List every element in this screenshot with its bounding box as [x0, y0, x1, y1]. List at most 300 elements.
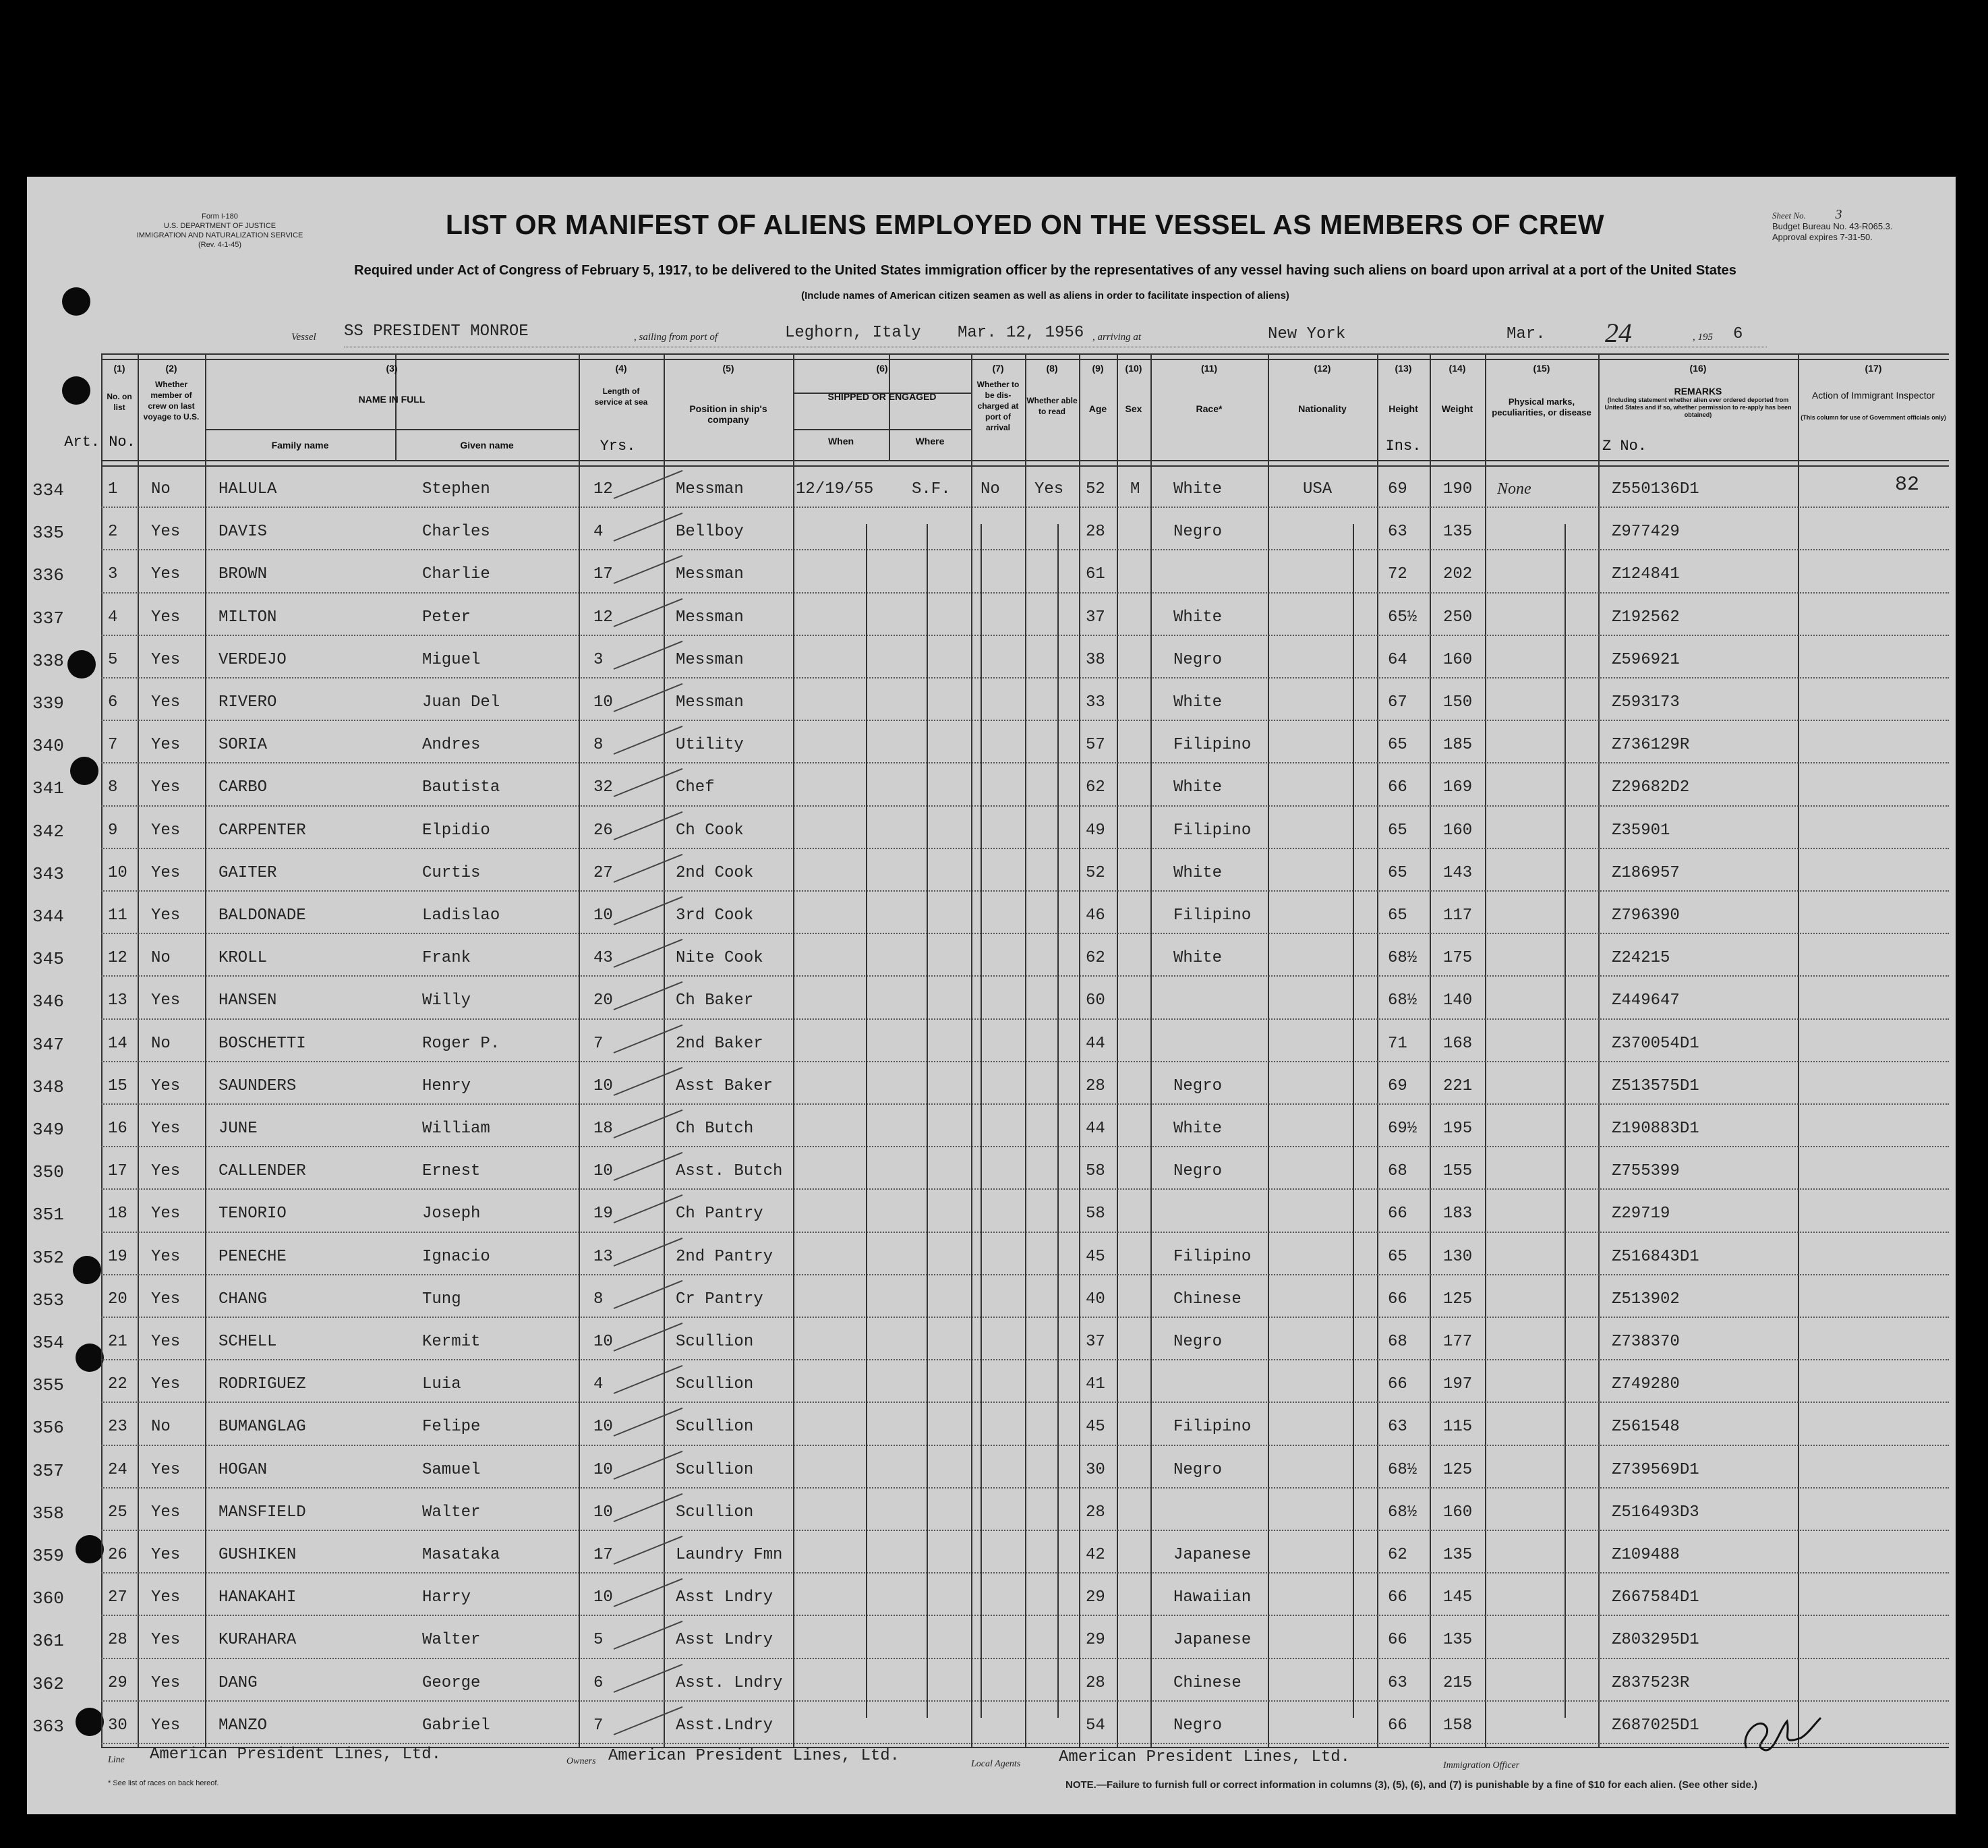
race: White — [1173, 608, 1223, 627]
age: 44 — [1086, 1034, 1105, 1053]
department: U.S. DEPARTMENT OF JUSTICE — [163, 222, 276, 230]
last-voyage: Yes — [151, 608, 181, 627]
position: Ch Cook — [676, 821, 744, 840]
row-rule — [101, 1572, 1949, 1574]
row-rule — [101, 549, 1949, 551]
check-mark — [614, 1109, 683, 1138]
position: 2nd Pantry — [676, 1247, 773, 1266]
position: Ch Pantry — [676, 1205, 763, 1223]
weight: 183 — [1443, 1205, 1473, 1223]
art-number: 344 — [32, 906, 64, 927]
position: Asst. Butch — [676, 1162, 783, 1181]
weight: 143 — [1443, 863, 1473, 882]
weight: 195 — [1443, 1120, 1473, 1138]
physical-marks: None — [1497, 480, 1531, 498]
col-2-number: (2) — [165, 363, 177, 374]
service-years: 3 — [593, 650, 604, 669]
service-years: 8 — [593, 736, 604, 755]
col-13-number: (13) — [1395, 363, 1412, 374]
when-header: When — [827, 436, 854, 446]
position: Scullion — [676, 1460, 754, 1479]
weight: 155 — [1443, 1162, 1473, 1181]
list-number: 29 — [108, 1673, 127, 1692]
position: Laundry Fmn — [676, 1546, 783, 1564]
check-mark — [614, 1536, 683, 1565]
weight: 160 — [1443, 650, 1473, 669]
height: 65 — [1388, 821, 1407, 840]
art-number: 348 — [32, 1076, 64, 1097]
row-rule — [101, 1530, 1949, 1532]
age: 61 — [1086, 565, 1105, 584]
check-mark — [614, 896, 683, 925]
race: Hawaiian — [1173, 1588, 1252, 1607]
page-title: LIST OR MANIFEST OF ALIENS EMPLOYED ON THE VESSEL AS MEMBERS OF CREW — [445, 209, 1605, 240]
col-5-header: Position in ship's company — [689, 403, 767, 425]
last-voyage: Yes — [151, 1673, 181, 1692]
last-voyage: Yes — [151, 1120, 181, 1138]
nationality: USA — [1303, 480, 1333, 498]
weight: 160 — [1443, 821, 1473, 840]
art-number: 337 — [32, 608, 64, 629]
art-number: 342 — [32, 821, 64, 842]
punch-hole — [76, 1708, 104, 1736]
position: Asst Lndry — [676, 1588, 773, 1607]
height: 69½ — [1388, 1120, 1417, 1138]
row-rule — [101, 848, 1949, 850]
remarks: Z977429 — [1612, 523, 1680, 542]
position: Utility — [676, 736, 744, 755]
arriving-label: , arriving at — [1092, 332, 1142, 343]
service-years: 6 — [593, 1673, 604, 1692]
given-name: Masataka — [422, 1546, 500, 1564]
race: Filipino — [1173, 1418, 1252, 1437]
col-17-header: Action of Immigrant Inspector — [1811, 390, 1935, 401]
service-years: 10 — [593, 1333, 613, 1351]
race: White — [1173, 693, 1223, 712]
given-name: Stephen — [422, 480, 490, 498]
art-number: 340 — [32, 736, 64, 757]
height: 65 — [1388, 863, 1407, 882]
col-16-number: (16) — [1689, 363, 1707, 374]
race: Negro — [1173, 1076, 1223, 1095]
list-number: 11 — [108, 906, 127, 925]
row-rule — [101, 890, 1949, 892]
sheet-number: 3 — [1835, 207, 1842, 222]
col-16-z-number: Z No. — [1602, 438, 1647, 455]
check-mark — [614, 726, 683, 755]
family-name: CALLENDER — [218, 1162, 306, 1181]
remarks: Z513575D1 — [1612, 1076, 1699, 1095]
family-name: KURAHARA — [218, 1631, 297, 1650]
weight: 135 — [1443, 523, 1473, 542]
height: 69 — [1388, 1076, 1407, 1095]
art-number: 358 — [32, 1503, 64, 1524]
vessel-name: SS PRESIDENT MONROE — [344, 322, 529, 341]
penalty-note: NOTE.—Failure to furnish full or correct information in columns (3), (5), (6), and (7) is punishable by a fine of $10 for each alien. (See other side.) — [1065, 1779, 1757, 1791]
art-number: 334 — [32, 480, 64, 500]
list-number: 25 — [108, 1503, 127, 1522]
check-mark — [614, 641, 683, 670]
service-years: 17 — [593, 565, 613, 584]
height: 64 — [1388, 650, 1407, 669]
position: Asst.Lndry — [676, 1716, 773, 1735]
weight: 130 — [1443, 1247, 1473, 1266]
given-name: Walter — [422, 1503, 481, 1522]
departure-port: Leghorn, Italy — [785, 324, 921, 342]
given-name: Curtis — [422, 863, 481, 882]
weight: 190 — [1443, 480, 1473, 498]
age: 42 — [1086, 1546, 1105, 1564]
family-name: GUSHIKEN — [218, 1546, 297, 1564]
family-name: HOGAN — [218, 1460, 268, 1479]
line-value: American President Lines, Ltd. — [150, 1745, 442, 1764]
check-mark — [614, 513, 683, 542]
given-name: Henry — [422, 1076, 471, 1095]
weight: 135 — [1443, 1546, 1473, 1564]
list-number: 1 — [108, 480, 118, 498]
remarks: Z593173 — [1612, 693, 1680, 712]
given-name: Luia — [422, 1375, 461, 1394]
height: 67 — [1388, 693, 1407, 712]
service-years: 27 — [593, 863, 613, 882]
ditto-line — [927, 524, 928, 1718]
remarks: Z596921 — [1612, 650, 1680, 669]
height: 62 — [1388, 1546, 1407, 1564]
list-number: 3 — [108, 565, 118, 584]
height: 65 — [1388, 1247, 1407, 1266]
given-name: Walter — [422, 1631, 481, 1650]
service-years: 10 — [593, 1162, 613, 1181]
service-years: 19 — [593, 1205, 613, 1223]
last-voyage: Yes — [151, 565, 181, 584]
arrival-port: New York — [1268, 325, 1346, 343]
sheet-number-block — [1772, 209, 1948, 243]
where-header: Where — [915, 436, 945, 446]
remarks: Z192562 — [1612, 608, 1680, 627]
check-mark — [614, 1663, 683, 1692]
col-7-number: (7) — [992, 363, 1004, 374]
col-10-number: (10) — [1125, 363, 1142, 374]
last-voyage: Yes — [151, 906, 181, 925]
weight: 145 — [1443, 1588, 1473, 1607]
last-voyage: Yes — [151, 821, 181, 840]
height: 66 — [1388, 1588, 1407, 1607]
weight: 115 — [1443, 1418, 1473, 1437]
family-name: SAUNDERS — [218, 1076, 297, 1095]
list-number: 14 — [108, 1034, 127, 1053]
service-years: 10 — [593, 1418, 613, 1437]
last-voyage: Yes — [151, 1631, 181, 1650]
given-name: Juan Del — [422, 693, 500, 712]
last-voyage: Yes — [151, 736, 181, 755]
position: Messman — [676, 608, 744, 627]
age: 28 — [1086, 1673, 1105, 1692]
sailing-label: , sailing from port of — [634, 332, 718, 343]
row-rule — [101, 1146, 1949, 1148]
row-rule — [101, 975, 1949, 977]
race: Negro — [1173, 1333, 1223, 1351]
given-name: Miguel — [422, 650, 481, 669]
row-rule — [101, 1402, 1949, 1404]
last-voyage: Yes — [151, 1162, 181, 1181]
check-mark — [614, 470, 683, 499]
age: 54 — [1086, 1716, 1105, 1735]
family-name: SORIA — [218, 736, 268, 755]
given-name: Frank — [422, 949, 471, 968]
col-3-number: (3) — [386, 363, 398, 374]
row-rule — [101, 677, 1949, 679]
form-number: Form I-180 — [202, 212, 238, 221]
list-number: 9 — [108, 821, 118, 840]
race: Negro — [1173, 523, 1223, 542]
remarks: Z109488 — [1612, 1546, 1680, 1564]
line-label: Line — [108, 1755, 125, 1765]
last-voyage: Yes — [151, 650, 181, 669]
ditto-line — [1057, 524, 1059, 1718]
age: 41 — [1086, 1375, 1105, 1394]
weight: 169 — [1443, 778, 1473, 797]
art-number: 339 — [32, 693, 64, 714]
family-name: DAVIS — [218, 523, 268, 542]
last-voyage: Yes — [151, 1333, 181, 1351]
art-number: 363 — [32, 1716, 64, 1737]
last-voyage: Yes — [151, 1205, 181, 1223]
age: 57 — [1086, 736, 1105, 755]
art-number: 347 — [32, 1034, 64, 1055]
row-rule — [101, 1658, 1949, 1660]
race: Filipino — [1173, 736, 1252, 755]
ditto-line — [1565, 524, 1566, 1718]
family-name: MANSFIELD — [218, 1503, 306, 1522]
service-years: 10 — [593, 1503, 613, 1522]
races-note: * See list of races on back hereof. — [108, 1779, 219, 1787]
list-number: 7 — [108, 736, 118, 755]
position: Ch Baker — [676, 991, 754, 1010]
row-rule — [101, 720, 1949, 722]
height: 68½ — [1388, 1503, 1417, 1522]
row-rule — [101, 1743, 1949, 1745]
row-rule — [101, 1487, 1949, 1489]
weight: 175 — [1443, 949, 1473, 968]
col-3-header: NAME IN FULL — [358, 394, 426, 405]
row-rule — [101, 1445, 1949, 1447]
remarks: Z29682D2 — [1612, 778, 1690, 797]
service-years: 32 — [593, 778, 613, 797]
art-number: 352 — [32, 1247, 64, 1268]
last-voyage: Yes — [151, 863, 181, 882]
remarks: Z190883D1 — [1612, 1120, 1699, 1138]
sheet-label: Sheet No. — [1772, 210, 1806, 221]
discharged: No — [981, 480, 1000, 498]
weight: 185 — [1443, 736, 1473, 755]
col-12-header: Nationality — [1298, 403, 1347, 414]
family-name: JUNE — [218, 1120, 258, 1138]
col-7-header: Whether to be dis-charged at port of arrival — [976, 380, 1020, 432]
service-years: 5 — [593, 1631, 604, 1650]
owners-value: American President Lines, Ltd. — [608, 1747, 900, 1765]
height: 63 — [1388, 1418, 1407, 1437]
family-name: HALULA — [218, 480, 277, 498]
race: Japanese — [1173, 1631, 1252, 1650]
check-mark — [614, 555, 683, 584]
last-voyage: No — [151, 480, 171, 498]
given-name: Roger P. — [422, 1034, 500, 1053]
family-name: BOSCHETTI — [218, 1034, 306, 1053]
position: 3rd Cook — [676, 906, 754, 925]
family-name: CARPENTER — [218, 821, 306, 840]
last-voyage: Yes — [151, 778, 181, 797]
weight: 197 — [1443, 1375, 1473, 1394]
footer — [27, 1745, 1956, 1814]
age: 28 — [1086, 1503, 1105, 1522]
ditto-line — [1353, 524, 1354, 1718]
last-voyage: Yes — [151, 1588, 181, 1607]
position: Asst. Lndry — [676, 1673, 783, 1692]
position: Messman — [676, 480, 744, 498]
age: 49 — [1086, 821, 1105, 840]
remarks: Z29719 — [1612, 1205, 1670, 1223]
col-12-number: (12) — [1314, 363, 1331, 374]
given-name: Felipe — [422, 1418, 481, 1437]
row-rule — [101, 762, 1949, 764]
last-voyage: Yes — [151, 693, 181, 712]
row-rule — [101, 507, 1949, 509]
given-name: Bautista — [422, 778, 500, 797]
art-number: 360 — [32, 1588, 64, 1609]
art-number: 345 — [32, 949, 64, 970]
col-1-number: (1) — [113, 363, 125, 374]
service-years: 12 — [593, 480, 613, 498]
age: 45 — [1086, 1418, 1105, 1437]
weight: 221 — [1443, 1076, 1473, 1095]
check-mark — [614, 1578, 683, 1607]
age: 58 — [1086, 1162, 1105, 1181]
art-number: 356 — [32, 1418, 64, 1439]
check-mark — [614, 1152, 683, 1181]
list-number: 28 — [108, 1631, 127, 1650]
position: Scullion — [676, 1333, 754, 1351]
art-number: 354 — [32, 1333, 64, 1353]
age: 28 — [1086, 1076, 1105, 1095]
list-number: 27 — [108, 1588, 127, 1607]
height: 65½ — [1388, 608, 1417, 627]
list-number: 19 — [108, 1247, 127, 1266]
shipped-when: 12/19/55 — [796, 480, 874, 498]
height: 68 — [1388, 1162, 1407, 1181]
arrival-day: 24 — [1605, 318, 1632, 348]
check-mark — [614, 598, 683, 627]
service-years: 7 — [593, 1034, 604, 1053]
art-number: 343 — [32, 863, 64, 884]
race: Filipino — [1173, 821, 1252, 840]
punch-hole — [70, 757, 98, 785]
remarks: Z687025D1 — [1612, 1716, 1699, 1735]
col-9-header: Age — [1088, 403, 1107, 414]
punch-hole — [73, 1256, 101, 1284]
check-mark — [614, 1408, 683, 1437]
check-mark — [614, 1237, 683, 1266]
given-name: Willy — [422, 991, 471, 1010]
col-15-header: Physical marks, peculiarities, or disease — [1492, 397, 1591, 417]
service-years: 8 — [593, 1290, 604, 1308]
service-years: 17 — [593, 1546, 613, 1564]
check-mark — [614, 1493, 683, 1522]
year-digit: 6 — [1733, 325, 1743, 343]
weight: 117 — [1443, 906, 1473, 925]
family-name: HANAKAHI — [218, 1588, 297, 1607]
col-6-number: (6) — [876, 363, 888, 374]
remarks: Z755399 — [1612, 1162, 1680, 1181]
service-years: 26 — [593, 821, 613, 840]
age: 44 — [1086, 1120, 1105, 1138]
list-number: 8 — [108, 778, 118, 797]
list-number: 6 — [108, 693, 118, 712]
col-14-header: Weight — [1441, 403, 1473, 414]
punch-hole — [62, 287, 90, 316]
height: 68 — [1388, 1333, 1407, 1351]
weight: 135 — [1443, 1631, 1473, 1650]
list-number: 15 — [108, 1076, 127, 1095]
col-4-number: (4) — [615, 363, 627, 374]
punch-hole — [67, 650, 96, 678]
service-years: 4 — [593, 523, 604, 542]
given-name: Harry — [422, 1588, 471, 1607]
list-number: 16 — [108, 1120, 127, 1138]
col-5-number: (5) — [722, 363, 734, 374]
position: Asst Lndry — [676, 1631, 773, 1650]
weight: 168 — [1443, 1034, 1473, 1053]
family-name: RIVERO — [218, 693, 277, 712]
weight: 202 — [1443, 565, 1473, 584]
given-name: Ignacio — [422, 1247, 490, 1266]
remarks: Z736129R — [1612, 736, 1690, 755]
age: 62 — [1086, 949, 1105, 968]
given-name: Kermit — [422, 1333, 481, 1351]
vessel-label: Vessel — [291, 332, 316, 343]
position: Ch Butch — [676, 1120, 754, 1138]
punch-hole — [62, 376, 90, 405]
height: 68½ — [1388, 1460, 1417, 1479]
position: Scullion — [676, 1375, 754, 1394]
position: Nite Cook — [676, 949, 763, 968]
last-voyage: Yes — [151, 1375, 181, 1394]
given-name: Charles — [422, 523, 490, 542]
owners-label: Owners — [566, 1756, 596, 1766]
art-number: 353 — [32, 1290, 64, 1310]
last-voyage: Yes — [151, 1076, 181, 1095]
art-number: 350 — [32, 1162, 64, 1183]
row-rule — [101, 1061, 1949, 1063]
remarks: Z739569D1 — [1612, 1460, 1699, 1479]
budget-number: Budget Bureau No. 43-R065.3. — [1772, 221, 1893, 231]
race: Negro — [1173, 1716, 1223, 1735]
family-name: CARBO — [218, 778, 268, 797]
height: 66 — [1388, 1290, 1407, 1308]
service-years: 10 — [593, 1460, 613, 1479]
list-number: 2 — [108, 523, 118, 542]
list-number: 24 — [108, 1460, 127, 1479]
col-6-header: SHIPPED OR ENGAGED — [827, 391, 937, 402]
revision: (Rev. 4-1-45) — [198, 241, 241, 249]
col-11-header: Race* — [1196, 403, 1223, 414]
service-years: 10 — [593, 1588, 613, 1607]
check-mark — [614, 1024, 683, 1053]
height: 69 — [1388, 480, 1407, 498]
age: 58 — [1086, 1205, 1105, 1223]
art-number: 359 — [32, 1546, 64, 1566]
art-number: 346 — [32, 991, 64, 1012]
given-name: Charlie — [422, 565, 490, 584]
